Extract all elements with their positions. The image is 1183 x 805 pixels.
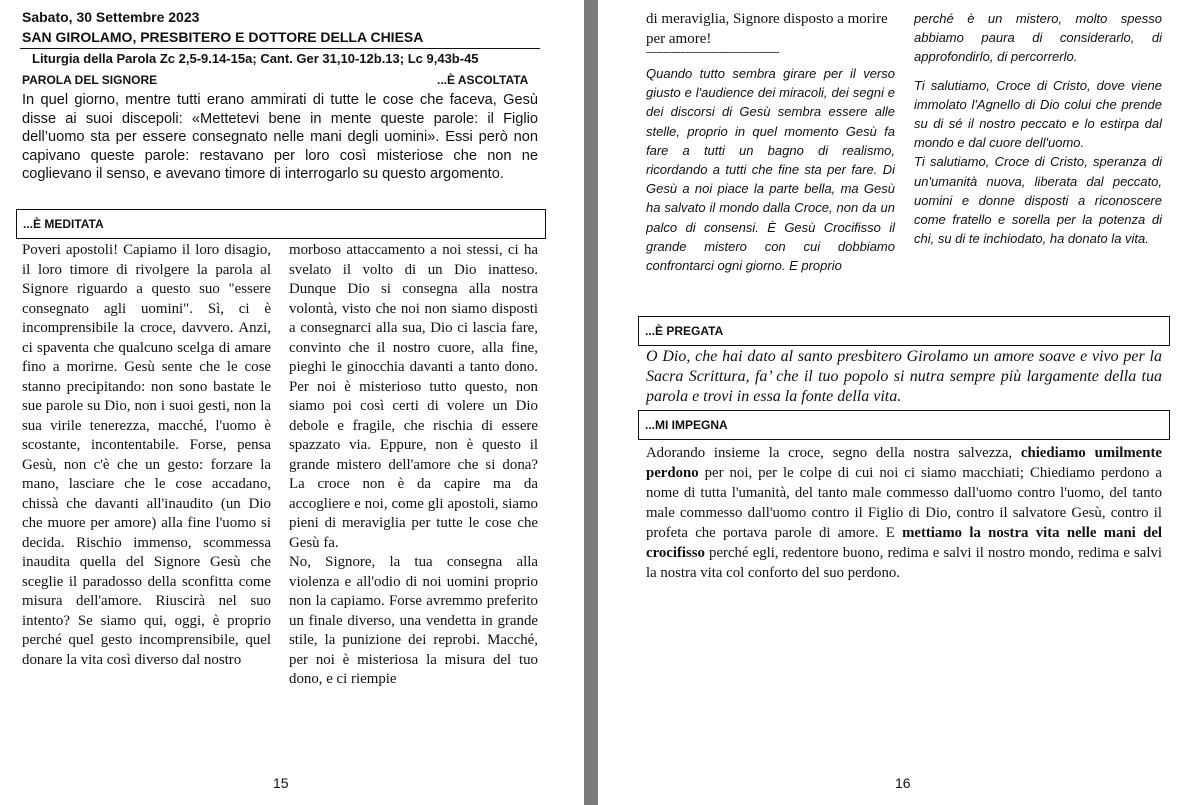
meditation-paragraph-b: No, Signore, la tua consegna alla violenza e all'odio di noi uomini proprio non la capiamo. Forse avremmo preferito un finale diverso, una vendetta in grande stile, la punizione dei reprobi. Macché, per noi è misteriosa la misura del tuo dono, e ci riempie	[289, 554, 538, 687]
gospel-text: In quel giorno, mentre tutti erano ammirati di tutte le cose che faceva, Gesù disse ai suoi discepoli: «Mettetevi bene in mente queste parole: il Figlio dell’uomo sta per essere consegnato nelle mani degli uomini». Essi però non capivano queste parole: restavano per loro così misteriose che non ne coglievano il senso, e avevano timore di interrogarlo su questo argomento.	[22, 92, 538, 183]
reflection-column-2	[914, 9, 1162, 248]
commit-header: ...MI IMPEGNA	[638, 410, 1170, 440]
meditation-paragraph-a: morboso attaccamento a noi stessi, ci ha svelato il volto di un Dio inatteso. Dunque Dio si consegna alla nostra volontà, visto che noi non siamo disposti a consegnarci alla sua, Dio ci lascia fare, convinto che il nostro cuore, alla fine, pieghi le ginocchia davanti a tanto dono. Per noi è misterioso tutto questo, non siamo poi così certi di volere un Dio debole e fragile, che rischia di essere spazzato via. Eppure, non è questo il grande mistero dell'amore che si dona? La croce non è da capire ma da accogliere e noi, come gli apostoli, siamo pieni di meraviglia per tutte le cose che Gesù fa.	[289, 242, 538, 551]
bold-ask-forgiveness: chiediamo umilmente perdono	[646, 445, 1162, 481]
right-col1-continuation: di meraviglia, Signore disposto a morire per amore!	[646, 11, 888, 47]
reflection-column-1: Quando tutto sembra girare per il verso giusto e l'audience dei miracoli, dei segni e dei discorsi di Gesù sembra essere alle stelle, proprio in quel momento Gesù fa fare a tutti un bagno di realismo, ricordando a tutti che fine sta per fare. Di Gesù a noi piace la parte bella, ma Gesù ha salvato il mondo dalla Croce, non da un palco di consensi. È Gesù Crocifisso il grande mistero con cui dobbiamo confrontarci ogni giorno. E proprio	[646, 66, 895, 274]
page-title: SAN GIROLAMO, PRESBITERO E DOTTORE DELLA CHIESA	[22, 29, 424, 45]
meditation-column-1: Poveri apostoli! Capiamo il loro disagio, il loro timore di rivolgere la parola al Signore riguardo a questo suo "essere consegnato agli uomini". Sì, ci è incomprensibile la croce, davvero. Anzi, ci spaventa che qualcuno scelga di amare fino a morirne. Gesù sente che le cose stanno precipitando: non sono bastate le sue parole su Dio, non i suoi gesti, non la sua virile tenerezza, macché, l'uomo è scostante, incontentabile. Forse, pensa Gesù, non c'è che un gesto: forzare la mano, lasciare che le cose accadano, chissà che davanti all'inaudito (un Dio che muore per amore) alla fine l'uomo si decida. Rischio immenso, scommessa inaudita quella del Signore Gesù che sceglie il paradosso della sconfitta come misura dell'amore. Riuscirà nel suo intento? Se siamo qui, oggi, è proprio perché quel gesto incomprensibile, quel donare la vita così diverso dal nostro	[22, 242, 271, 668]
bold-place-life: mettiamo la nostra vita nelle mani del crocifisso	[646, 525, 1162, 561]
meditated-header: ...È MEDITATA	[16, 209, 546, 239]
date-line: Sabato, 30 Settembre 2023	[22, 9, 200, 25]
page-left	[0, 0, 584, 805]
reflection-paragraph-a: perché è un mistero, molto spesso abbiamo paura di considerarlo, di approfondirlo, di percorrerlo.	[914, 11, 1162, 65]
label-heard: ...È ASCOLTATA	[437, 73, 529, 87]
commitment-text: Adorando insieme la croce, segno della nostra salvezza, chiediamo umilmente perdono per noi, per le colpe di cui noi ci siamo macchiati; Chiediamo perdono a nome di tutta l'umanità, del tanto male commesso dall'uomo contro l'uomo, del tanto male commesso dall'uomo contro il Figlio di Dio, contro il salvatore Gesù, contro il profeta che portava parole di amore. E mettiamo la nostra vita nelle mani del crocifisso perché egli, redentore buono, redima e salvi il nostro mondo, redima e salvi la nostra vita col conforto del suo perdono.	[646, 445, 1162, 581]
page-number: 16	[895, 775, 911, 791]
reflection-paragraph-b: Ti salutiamo, Croce di Cristo, dove viene immolato l'Agnello di Dio colui che prende su di sé il nostro peccato e lo estirpa dal mondo e dal cuore dell'uomo.	[914, 77, 1162, 151]
prayed-header: ...È PREGATA	[638, 316, 1170, 346]
meditation-column-2	[289, 241, 538, 690]
prayer-text: O Dio, che hai dato al santo presbitero Girolamo un amore soave e vivo per la Sacra Scrittura, fa’ che il tuo popolo si nutra sempre più largamente della tua parola e trovi in essa la fonte della vita.	[646, 348, 1162, 405]
page-number: 15	[273, 775, 289, 791]
reflection-paragraph-c: Ti salutiamo, Croce di Cristo, speranza di un'umanità nuova, liberata dal peccato, uomini e donne disposti a riconoscere come fratello e sorella per la potenza di chi, su di te inchiodato, ha donato la vita.	[914, 154, 1162, 247]
title-rule	[20, 48, 540, 49]
readings-line: Liturgia della Parola Zc 2,5-9.14-15a; Cant. Ger 31,10-12b.13; Lc 9,43b-45	[32, 51, 479, 66]
label-word-of-lord: PAROLA DEL SIGNORE	[22, 73, 158, 87]
separator: -----------------------------------------------	[646, 47, 780, 58]
page-right	[598, 0, 1183, 805]
